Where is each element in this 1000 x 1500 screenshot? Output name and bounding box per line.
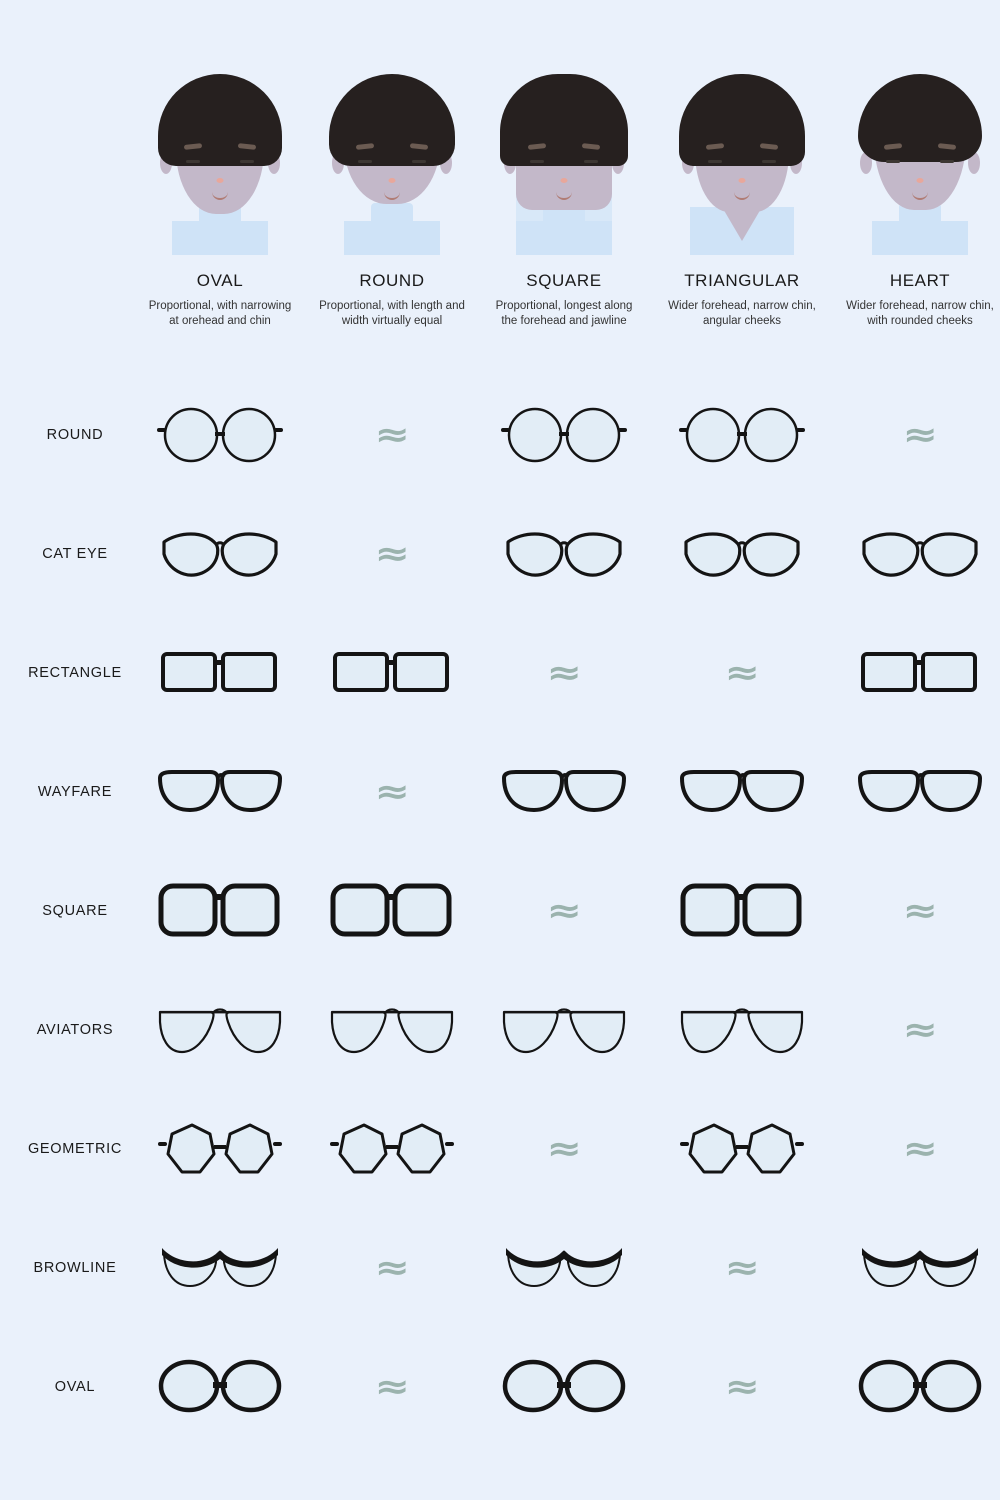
row-label-cat-eye: CAT EYE — [42, 545, 108, 562]
no-match-marker — [312, 732, 472, 851]
glasses-icon-aviator — [662, 970, 822, 1089]
glasses-rectangle-art — [159, 646, 281, 700]
eye-right — [240, 160, 254, 163]
glasses-icon-cateye — [840, 494, 1000, 613]
glasses-icon-cateye — [140, 494, 300, 613]
glasses-icon-cateye — [484, 494, 644, 613]
glasses-icon-aviator — [312, 970, 472, 1089]
glasses-icon-round — [484, 375, 644, 494]
no-match-marker — [484, 1089, 644, 1208]
glasses-rectangle-art — [859, 646, 981, 700]
glasses-icon-rectangle — [312, 613, 472, 732]
glasses-wayfare-art — [500, 766, 628, 818]
squiggle-icon: ≈ — [374, 1247, 410, 1288]
glasses-browline-art — [860, 1244, 980, 1292]
glasses-square-art — [679, 880, 805, 942]
glasses-browline-art — [504, 1244, 624, 1292]
glasses-icon-oval — [140, 1327, 300, 1446]
glasses-icon-oval — [484, 1327, 644, 1446]
squiggle-icon: ≈ — [374, 414, 410, 455]
shoulders-shape — [516, 221, 612, 255]
eye-left — [186, 160, 200, 163]
squiggle-icon: ≈ — [546, 652, 582, 693]
glasses-icon-cateye — [662, 494, 822, 613]
eye-left — [886, 160, 900, 163]
glasses-square-art — [157, 880, 283, 942]
nose — [739, 178, 746, 183]
nose — [389, 178, 396, 183]
squiggle-icon: ≈ — [546, 1128, 582, 1169]
row-label-geometric: GEOMETRIC — [27, 1140, 123, 1157]
row-label-browline: BROWLINE — [33, 1259, 117, 1276]
face-column-square — [484, 60, 644, 329]
hair-shape — [158, 74, 282, 166]
grid-row — [0, 613, 1000, 732]
no-match-marker — [662, 1327, 822, 1446]
glasses-icon-wayfare — [662, 732, 822, 851]
no-match-marker — [662, 613, 822, 732]
no-match-marker — [312, 1208, 472, 1327]
glasses-round-art — [499, 404, 629, 466]
glasses-icon-rectangle — [840, 613, 1000, 732]
face-types-header — [0, 0, 1000, 375]
nose — [217, 178, 224, 183]
grid-row — [0, 1089, 1000, 1208]
glasses-icon-rectangle — [140, 613, 300, 732]
nose — [561, 178, 568, 183]
face-illustration-square — [484, 60, 644, 255]
glasses-geometric-art — [678, 1120, 806, 1178]
glasses-aviator-art — [500, 1002, 628, 1058]
glasses-wayfare-art — [156, 766, 284, 818]
grid-row — [0, 851, 1000, 970]
glasses-icon-browline — [840, 1208, 1000, 1327]
squiggle-icon: ≈ — [902, 414, 938, 455]
glasses-oval-art — [499, 1356, 629, 1418]
eye-left — [358, 160, 372, 163]
no-match-marker — [312, 494, 472, 613]
hair-shape — [500, 74, 628, 166]
hair-shape — [858, 74, 982, 162]
no-match-marker — [312, 1327, 472, 1446]
face-title-oval: OVAL — [196, 271, 244, 290]
nose — [917, 178, 924, 183]
glasses-wayfare-art — [856, 766, 984, 818]
eye-right — [940, 160, 954, 163]
glasses-icon-geometric — [662, 1089, 822, 1208]
squiggle-icon: ≈ — [902, 890, 938, 931]
squiggle-icon: ≈ — [902, 1128, 938, 1169]
glasses-wayfare-art — [678, 766, 806, 818]
no-match-marker — [484, 613, 644, 732]
face-illustration-heart — [840, 60, 1000, 255]
no-match-marker — [312, 375, 472, 494]
glasses-round-art — [677, 404, 807, 466]
face-illustration-triangular — [662, 60, 822, 255]
glasses-round-art — [155, 404, 285, 466]
face-illustration-round — [312, 60, 472, 255]
glasses-icon-oval — [840, 1327, 1000, 1446]
glasses-geometric-art — [328, 1120, 456, 1178]
shoulders-shape — [344, 221, 440, 255]
face-title-square: SQUARE — [526, 271, 602, 290]
glasses-oval-art — [155, 1356, 285, 1418]
face-title-round: ROUND — [359, 271, 425, 290]
face-column-triangular — [662, 60, 822, 329]
glasses-icon-wayfare — [840, 732, 1000, 851]
squiggle-icon: ≈ — [546, 890, 582, 931]
row-label-round: ROUND — [46, 426, 104, 443]
no-match-marker — [840, 375, 1000, 494]
eye-right — [584, 160, 598, 163]
glasses-icon-round — [140, 375, 300, 494]
glasses-icon-wayfare — [484, 732, 644, 851]
eye-right — [762, 160, 776, 163]
eye-right — [412, 160, 426, 163]
row-label-square: SQUARE — [42, 902, 108, 919]
squiggle-icon: ≈ — [902, 1009, 938, 1050]
shoulders-shape — [172, 221, 268, 255]
face-desc-triangular: Wider forehead, narrow chin, angular cheeks — [668, 300, 816, 327]
glasses-cateye-art — [860, 526, 980, 582]
face-illustration-oval — [140, 60, 300, 255]
shoulders-shape — [872, 221, 968, 255]
grid-row — [0, 732, 1000, 851]
no-match-marker — [662, 1208, 822, 1327]
row-label-wayfare: WAYFARE — [37, 783, 113, 800]
glasses-cateye-art — [504, 526, 624, 582]
glasses-icon-aviator — [484, 970, 644, 1089]
glasses-aviator-art — [156, 1002, 284, 1058]
face-title-triangular: TRIANGULAR — [684, 271, 800, 290]
no-match-marker — [484, 851, 644, 970]
squiggle-icon: ≈ — [374, 533, 410, 574]
glasses-cateye-art — [682, 526, 802, 582]
glasses-icon-aviator — [140, 970, 300, 1089]
glasses-icon-square — [140, 851, 300, 970]
face-column-oval — [140, 60, 300, 329]
squiggle-icon: ≈ — [374, 771, 410, 812]
grid-row — [0, 494, 1000, 613]
hair-shape — [329, 74, 455, 166]
squiggle-icon: ≈ — [374, 1366, 410, 1407]
eye-left — [530, 160, 544, 163]
glasses-geometric-art — [156, 1120, 284, 1178]
glasses-icon-geometric — [312, 1089, 472, 1208]
glasses-rectangle-art — [331, 646, 453, 700]
glasses-cateye-art — [160, 526, 280, 582]
grid-row — [0, 1208, 1000, 1327]
no-match-marker — [840, 851, 1000, 970]
face-desc-square: Proportional, longest along the forehead and jawline — [495, 300, 633, 327]
row-label-oval: OVAL — [54, 1378, 96, 1395]
row-label-rectangle: RECTANGLE — [28, 664, 122, 681]
glasses-aviator-art — [328, 1002, 456, 1058]
face-desc-heart: Wider forehead, narrow chin, with rounded cheeks — [846, 300, 994, 327]
row-label-aviators: AVIATORS — [36, 1021, 114, 1038]
glasses-square-art — [329, 880, 455, 942]
compatibility-grid — [0, 375, 1000, 1446]
no-match-marker — [840, 970, 1000, 1089]
glasses-icon-browline — [484, 1208, 644, 1327]
glasses-icon-browline — [140, 1208, 300, 1327]
glasses-icon-geometric — [140, 1089, 300, 1208]
face-desc-oval: Proportional, with narrowing at orehead and chin — [148, 300, 292, 327]
glasses-icon-square — [662, 851, 822, 970]
squiggle-icon: ≈ — [724, 1366, 760, 1407]
hair-shape — [679, 74, 805, 166]
glasses-icon-round — [662, 375, 822, 494]
glasses-oval-art — [855, 1356, 985, 1418]
squiggle-icon: ≈ — [724, 1247, 760, 1288]
face-desc-round: Proportional, with length and width virtually equal — [319, 300, 465, 327]
face-title-heart: HEART — [889, 271, 951, 290]
face-column-heart — [840, 60, 1000, 329]
glasses-icon-wayfare — [140, 732, 300, 851]
face-column-round — [312, 60, 472, 329]
glasses-aviator-art — [678, 1002, 806, 1058]
no-match-marker — [840, 1089, 1000, 1208]
glasses-browline-art — [160, 1244, 280, 1292]
grid-row — [0, 1327, 1000, 1446]
eye-left — [708, 160, 722, 163]
grid-row — [0, 970, 1000, 1089]
grid-row — [0, 375, 1000, 494]
squiggle-icon: ≈ — [724, 652, 760, 693]
glasses-icon-square — [312, 851, 472, 970]
